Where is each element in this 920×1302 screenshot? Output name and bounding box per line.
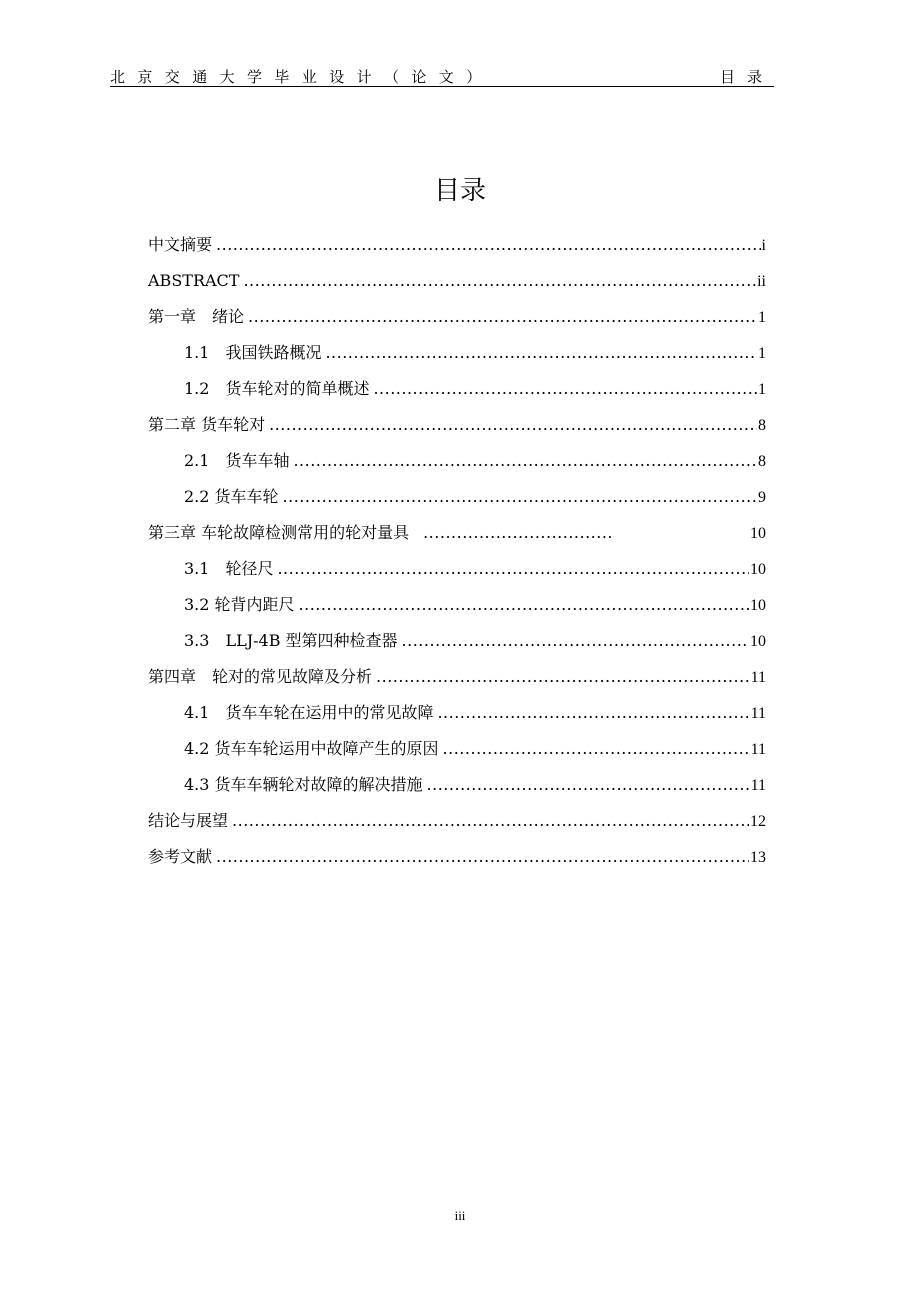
toc-page-number: 1	[758, 381, 766, 398]
toc-page-number: 12	[750, 813, 766, 830]
toc-page-number: 11	[750, 705, 766, 722]
toc-entry-section-3-1[interactable]	[148, 556, 766, 592]
toc-dot-leader	[427, 772, 750, 798]
toc-page-number: 11	[750, 777, 766, 794]
toc-dot-leader	[299, 592, 749, 618]
toc-entry-label: 3.3 LLJ-4B 型第四种检查器	[184, 631, 398, 650]
toc-entry-section-2-2[interactable]	[148, 484, 766, 520]
table-of-contents	[148, 232, 766, 880]
toc-dot-leader	[423, 520, 613, 546]
page-number: iii	[454, 1208, 466, 1223]
toc-entry-section-4-2[interactable]	[148, 736, 766, 772]
toc-entry-label: 3.2 轮背内距尺	[184, 595, 295, 614]
toc-entry-label: 2.1 货车车轴	[184, 451, 290, 470]
header-thesis-title: 北京交通大学毕业设计（论文）	[110, 68, 494, 86]
toc-entry-label: 4.1 货车车轮在运用中的常见故障	[184, 703, 434, 722]
toc-dot-leader	[376, 664, 750, 690]
toc-entry-chapter-3[interactable]	[148, 520, 766, 556]
toc-entry-chapter-4[interactable]	[148, 664, 766, 700]
toc-page-number: 10	[750, 597, 766, 614]
toc-entry-section-1-1[interactable]	[148, 340, 766, 376]
toc-page-number: 10	[750, 525, 766, 542]
toc-dot-leader	[443, 736, 750, 762]
toc-dot-leader	[373, 376, 757, 402]
toc-entry-label: 4.3 货车车辆轮对故障的解决措施	[184, 775, 423, 794]
toc-entry-section-4-1[interactable]	[148, 700, 766, 736]
toc-dot-leader	[216, 844, 749, 870]
toc-page-number: 9	[758, 489, 766, 506]
toc-entry-abstract-cn[interactable]	[148, 232, 766, 268]
toc-dot-leader	[269, 412, 757, 438]
toc-page-number: 13	[750, 849, 766, 866]
toc-entry-label: 第二章 货车轮对	[148, 415, 266, 434]
toc-page-number: i	[761, 237, 766, 254]
toc-entry-label: 第三章 车轮故障检测常用的轮对量具	[148, 523, 410, 542]
running-header	[110, 66, 774, 87]
toc-page-number: 1	[758, 309, 766, 326]
toc-entry-label: 1.2 货车轮对的简单概述	[184, 379, 370, 398]
toc-entry-section-4-3[interactable]	[148, 772, 766, 808]
toc-entry-section-1-2[interactable]	[148, 376, 766, 412]
toc-dot-leader	[243, 268, 756, 294]
toc-entry-section-3-2[interactable]	[148, 592, 766, 628]
toc-dot-leader	[216, 232, 761, 258]
toc-entry-label: 1.1 我国铁路概况	[184, 343, 322, 362]
toc-dot-leader	[283, 484, 757, 510]
toc-dot-leader	[232, 808, 749, 834]
toc-page-number: 8	[758, 453, 766, 470]
page-title: 目录	[433, 176, 486, 206]
toc-dot-leader	[248, 304, 757, 330]
toc-page-number: 11	[750, 741, 766, 758]
toc-dot-leader	[325, 340, 757, 366]
toc-entry-references[interactable]	[148, 844, 766, 880]
toc-page-number: 11	[750, 669, 766, 686]
toc-entry-chapter-2[interactable]	[148, 412, 766, 448]
toc-entry-label: 参考文献	[148, 847, 213, 866]
toc-dot-leader	[293, 448, 757, 474]
toc-dot-leader	[402, 628, 749, 654]
header-section-title: 目录	[719, 68, 774, 86]
toc-entry-label: 2.2 货车车轮	[184, 487, 279, 506]
toc-dot-leader	[437, 700, 749, 726]
toc-entry-conclusion[interactable]	[148, 808, 766, 844]
toc-entry-label: 第一章 绪论	[148, 307, 245, 326]
toc-entry-abstract-en[interactable]	[148, 268, 766, 304]
toc-entry-section-2-1[interactable]	[148, 448, 766, 484]
toc-entry-label: 结论与展望	[148, 811, 229, 830]
toc-entry-label: 4.2 货车车轮运用中故障产生的原因	[184, 739, 439, 758]
toc-entry-chapter-1[interactable]	[148, 304, 766, 340]
toc-entry-section-3-3[interactable]	[148, 628, 766, 664]
toc-entry-label: ABSTRACT	[148, 271, 240, 290]
toc-page-number: 1	[758, 345, 766, 362]
toc-page-number: 10	[750, 633, 766, 650]
toc-page-number: ii	[757, 273, 766, 290]
toc-dot-leader	[277, 556, 749, 582]
toc-entry-label: 第四章 轮对的常见故障及分析	[148, 667, 373, 686]
toc-entry-label: 3.1 轮径尺	[184, 559, 274, 578]
toc-entry-label: 中文摘要	[148, 235, 213, 254]
toc-page-number: 10	[750, 561, 766, 578]
toc-page-number: 8	[758, 417, 766, 434]
